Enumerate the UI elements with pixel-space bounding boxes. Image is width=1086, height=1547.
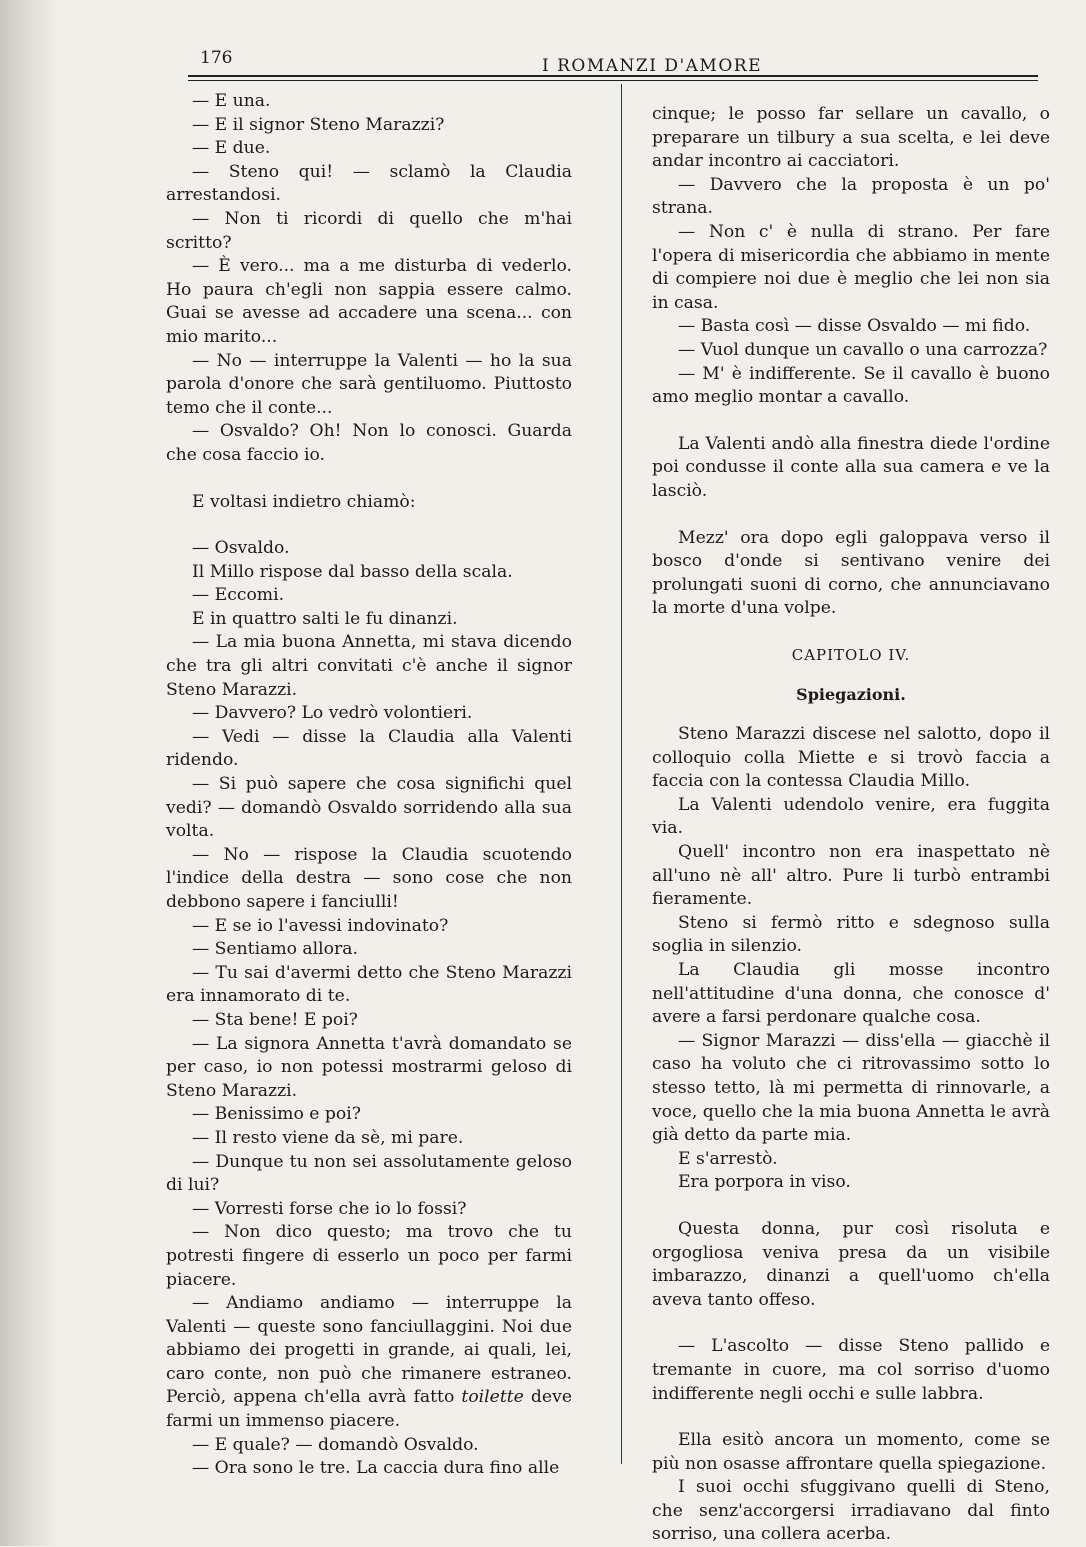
paragraph: — Basta così — disse Osvaldo — mi fido. xyxy=(678,316,1031,337)
paragraph: — Eccomi. xyxy=(192,585,285,606)
paragraph: La Valenti andò alla finestra diede l'ordine poi condusse il conte alla sua camera e ve la lasciò. xyxy=(652,433,1050,501)
section-break xyxy=(652,1312,1050,1335)
header-rule-thick xyxy=(188,75,1038,77)
paragraph-with-italic xyxy=(166,1292,572,1434)
header-rule-thin xyxy=(188,80,1038,81)
paragraph: — Non dico questo; ma trovo che tu potresti fingere di esserlo un poco per farmi piacere. xyxy=(166,1222,572,1290)
paragraph-text: — Andiamo andiamo — interruppe la Valenti — queste sono fanciullaggini. Noi due abbiamo dei progetti in grande, ai quali, lei, caro conte, non può che rimanere estraneo. Perciò, appena ch'ella avrà fatto xyxy=(166,1293,572,1408)
column-divider xyxy=(621,84,622,1464)
italic-word: toilette xyxy=(461,1387,524,1408)
paragraph: — Vorresti forse che io lo fossi? xyxy=(192,1198,467,1219)
paragraph: — Dunque tu non sei assolutamente geloso di lui? xyxy=(166,1151,572,1196)
paragraph: — La mia buona Annetta, mi stava dicendo che tra gli altri convitati c'è anche il signor Steno Marazzi. xyxy=(166,632,572,700)
paragraph: — Osvaldo. xyxy=(192,538,290,559)
page-number: 176 xyxy=(200,48,233,68)
section-break xyxy=(652,410,1050,433)
paragraph: — Signor Marazzi — diss'ella — giacchè il caso ha voluto che ci ritrovassimo sotto lo stesso tetto, là mi permetta di rinnovarle, a voce, quello che la mia buona Annetta le avrà già detto da parte mia. xyxy=(652,1030,1050,1146)
paragraph: — Steno qui! — sclamò la Claudia arrestandosi. xyxy=(166,161,572,206)
paragraph: — La signora Annetta t'avrà domandato se per caso, io non potessi mostrarmi geloso di Steno Marazzi. xyxy=(166,1033,572,1101)
running-title: I ROMANZI D'AMORE xyxy=(542,56,762,76)
paragraph: Steno si fermò ritto e sdegnoso sulla soglia in silenzio. xyxy=(652,912,1050,957)
chapter-title: Spiegazioni. xyxy=(796,685,906,705)
left-column xyxy=(166,90,572,1481)
paragraph: — Tu sai d'avermi detto che Steno Marazzi era innamorato di te. xyxy=(166,962,572,1007)
paragraph: — Non ti ricordi di quello che m'hai scritto? xyxy=(166,208,572,253)
paragraph-text: deve farmi un immenso piacere. xyxy=(166,1387,572,1432)
paragraph: Mezz' ora dopo egli galoppava verso il bosco d'onde si sentivano venire dei prolungati suoni di corno, che annunciavano la morte d'una volpe. xyxy=(652,527,1050,619)
paragraph: — Davvero? Lo vedrò volontieri. xyxy=(192,703,473,724)
paragraph: — È vero... ma a me disturba di vederlo. Ho paura ch'egli non sappia essere calmo. Guai se avesse ad accadere una scena... con mio marito... xyxy=(166,256,572,347)
paragraph: — Vedi — disse la Claudia alla Valenti ridendo. xyxy=(166,726,572,771)
paragraph: — E una. xyxy=(192,91,271,111)
paragraph: Era porpora in viso. xyxy=(678,1172,851,1193)
section-break xyxy=(166,468,572,491)
section-break xyxy=(652,504,1050,527)
paragraph: E s'arrestò. xyxy=(678,1148,778,1169)
paragraph: — E quale? — domandò Osvaldo. xyxy=(192,1434,479,1455)
paragraph: — Osvaldo? Oh! Non lo conosci. Guarda che cosa faccio io. xyxy=(166,421,572,465)
paragraph: — Non c' è nulla di strano. Per fare l'opera di misericordia che abbiamo in mente di compiere noi due è meglio che lei non sia in casa. xyxy=(652,221,1050,313)
paragraph: Steno Marazzi discese nel salotto, dopo il colloquio colla Miette e si trovò faccia a faccia con la contessa Claudia Millo. xyxy=(652,724,1050,792)
section-break xyxy=(652,621,1050,644)
paragraph: — Si può sapere che cosa significhi quel vedi? — domandò Osvaldo sorridendo alla sua volta. xyxy=(166,774,572,842)
paragraph: Il Millo rispose dal basso della scala. xyxy=(192,561,513,582)
paragraph: Ella esitò ancora un momento, come se più non osasse affrontare quella spiegazione. xyxy=(652,1430,1050,1474)
paragraph: La Valenti udendolo venire, era fuggita via. xyxy=(652,794,1050,839)
paragraph: Questa donna, pur così risoluta e orgogliosa veniva presa da un visibile imbarazzo, dinanzi a quell'uomo ch'ella aveva tanto offeso. xyxy=(652,1218,1050,1310)
paragraph: E in quattro salti le fu dinanzi. xyxy=(192,608,458,629)
paragraph: — M' è indifferente. Se il cavallo è buono amo meglio montar a cavallo. xyxy=(652,363,1050,408)
paragraph: — Benissimo e poi? xyxy=(192,1104,361,1125)
section-break xyxy=(652,1195,1050,1218)
paragraph: — Sentiamo allora. xyxy=(192,939,358,960)
section-break xyxy=(166,514,572,537)
paragraph: — L'ascolto — disse Steno pallido e tremante in cuore, ma col sorriso d'uomo indifferente negli occhi e sulle labbra. xyxy=(652,1336,1050,1404)
page-binding-shadow xyxy=(0,0,60,1546)
paragraph: — E se io l'avessi indovinato? xyxy=(192,915,449,936)
section-break xyxy=(652,667,1050,683)
section-break xyxy=(652,1406,1050,1429)
paragraph: E voltasi indietro chiamò: xyxy=(192,491,416,512)
paragraph: — Vuol dunque un cavallo o una carrozza? xyxy=(678,339,1048,360)
chapter-label: CAPITOLO IV. xyxy=(791,645,911,664)
right-column xyxy=(652,103,1050,1547)
paragraph: — E due. xyxy=(192,138,271,159)
page-header xyxy=(198,46,1026,76)
paragraph: cinque; le posso far sellare un cavallo, o preparare un tilbury a sua scelta, e lei deve andar incontro ai cacciatori. xyxy=(652,104,1050,172)
paragraph: I suoi occhi sfuggivano quelli di Steno, che senz'accorgersi irradiavano dal finto sorriso, una collera acerba. xyxy=(652,1477,1050,1545)
section-break xyxy=(652,707,1050,723)
paragraph: — E il signor Steno Marazzi? xyxy=(192,114,445,135)
paragraph: Quell' incontro non era inaspettato nè all'uno nè all' altro. Pure li turbò entrambi fieramente. xyxy=(652,842,1050,910)
paragraph: — Sta bene! E poi? xyxy=(192,1009,358,1030)
paragraph: La Claudia gli mosse incontro nell'attitudine d'una donna, che conosce d' avere a farsi perdonare qualche cosa. xyxy=(652,960,1050,1028)
paragraph: — No — interruppe la Valenti — ho la sua parola d'onore che sarà gentiluomo. Piuttosto temo che il conte... xyxy=(166,350,572,418)
paragraph: — No — rispose la Claudia scuotendo l'indice della destra — sono cose che non debbono sapere i fanciulli! xyxy=(166,844,572,912)
paragraph: — Il resto viene da sè, mi pare. xyxy=(192,1127,464,1148)
paragraph: — Davvero che la proposta è un po' strana. xyxy=(652,174,1050,219)
paragraph: — Ora sono le tre. La caccia dura fino alle xyxy=(192,1458,560,1479)
